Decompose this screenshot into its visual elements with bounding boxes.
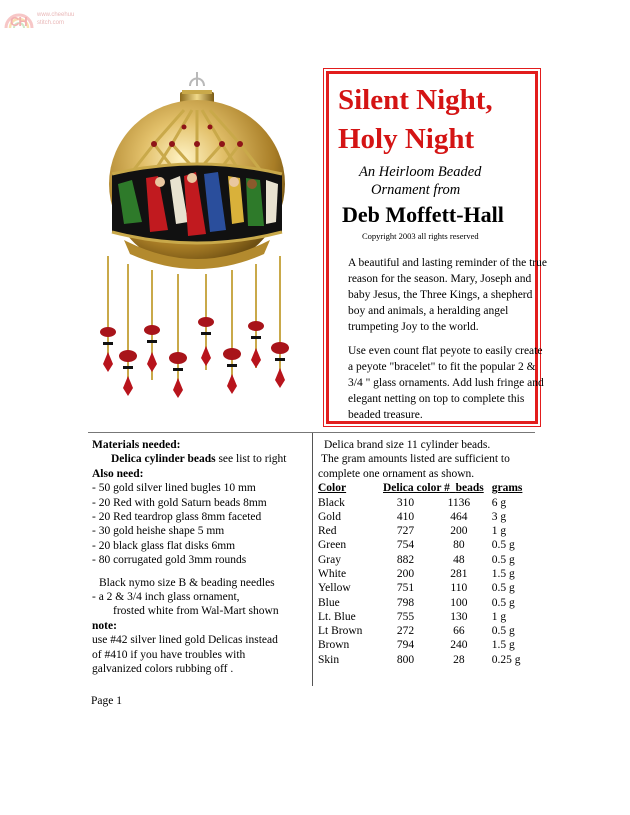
cell-num: 410	[396, 510, 415, 523]
delica-rest: see list to right	[215, 453, 287, 466]
cell-color: Green	[318, 539, 347, 552]
delica-table	[318, 481, 532, 667]
cell-num: 272	[396, 625, 415, 638]
cell-color: Lt. Blue	[318, 610, 356, 623]
cell-num: 882	[396, 553, 415, 566]
subtitle-line1: An Heirloom Beaded	[359, 164, 482, 180]
description-paragraph-2: Use even count flat peyote to easily create a peyote "bracelet" to fit the popular 2 & 3/4 " glass ornaments. Add lush fringe and elegant netting on top to complete this beaded treasure.	[348, 345, 544, 421]
table-row	[318, 510, 532, 524]
note-heading: note:	[92, 619, 117, 632]
table-row	[318, 538, 532, 552]
delica-bold: Delica cylinder beads	[111, 453, 216, 466]
cell-grams: 6 g	[491, 496, 507, 509]
table-row	[318, 567, 532, 581]
note-line3: galvanized colors rubbing off .	[92, 663, 234, 676]
cell-beads: 240	[450, 639, 468, 652]
cell-color: Blue	[318, 596, 340, 609]
table-row	[318, 524, 532, 538]
table-row	[318, 624, 532, 638]
cell-grams: 0.5 g	[491, 625, 515, 638]
ornament-line1: - a 2 & 3/4 inch glass ornament,	[92, 591, 240, 604]
cell-color: Skin	[318, 653, 340, 666]
cell-beads: 110	[450, 582, 468, 595]
cell-num: 754	[396, 539, 415, 552]
cell-num: 800	[396, 653, 415, 666]
cell-beads: 281	[450, 568, 468, 580]
cell-grams: 1.5 g	[491, 639, 515, 652]
cell-beads: 80	[453, 539, 465, 552]
cell-beads: 28	[453, 653, 465, 666]
cell-beads: 66	[453, 625, 465, 638]
cell-grams: 0.25 g	[491, 653, 521, 666]
cell-beads: 130	[450, 610, 468, 623]
cell-color: Gray	[318, 553, 341, 566]
cell-grams: 1.5 g	[491, 568, 515, 580]
cell-num: 798	[396, 596, 415, 609]
table-row	[318, 553, 532, 567]
delica-intro2: The gram amounts listed are sufficient to	[321, 453, 510, 466]
material-item: - 20 Red with gold Saturn beads 8mm	[92, 496, 267, 509]
subtitle-line2: Ornament from	[371, 182, 461, 198]
cell-grams: 1 g	[491, 525, 507, 538]
header-beads: beads	[455, 482, 484, 495]
note-line1: use #42 silver lined gold Delicas instead	[92, 634, 278, 647]
cell-color: Yellow	[318, 582, 351, 595]
cell-color: Red	[318, 525, 337, 538]
vertical-divider	[312, 433, 313, 686]
table-row	[318, 653, 532, 667]
material-item: - 30 gold heishe shape 5 mm	[92, 525, 225, 538]
header-num: Delica color #	[383, 482, 450, 495]
cell-num: 200	[396, 568, 415, 580]
cell-grams: 1 g	[491, 610, 507, 623]
cell-color: Brown	[318, 639, 350, 652]
cell-beads: 200	[450, 525, 468, 538]
nymo-line: Black nymo size B & beading needles	[99, 576, 275, 589]
cell-num: 310	[396, 496, 415, 509]
title-box	[326, 71, 547, 424]
cell-grams: 0.5 g	[491, 596, 515, 609]
note-line2: of #410 if you have troubles with	[92, 648, 246, 661]
cell-beads: 1136	[447, 496, 471, 509]
title-line1: Silent Night,	[338, 84, 493, 116]
cell-beads: 48	[453, 553, 465, 566]
copyright: Copyright 2003 all rights reserved	[362, 231, 479, 241]
page-number: Page 1	[91, 695, 122, 707]
logo-site-line1: www.cheehuu	[37, 12, 75, 18]
cell-num: 755	[396, 610, 415, 623]
delica-line	[92, 452, 310, 466]
cell-beads: 464	[450, 510, 468, 523]
cell-grams: 0.5 g	[491, 539, 515, 552]
title-line2: Holy Night	[338, 123, 475, 155]
delica-intro3: complete one ornament as shown.	[318, 467, 475, 480]
cell-num: 794	[396, 639, 415, 652]
logo-mark-text: CH	[10, 14, 27, 29]
table-row	[318, 596, 532, 610]
table-header-row	[318, 481, 532, 495]
cell-color: White	[318, 568, 347, 580]
material-item: - 50 gold silver lined bugles 10 mm	[92, 482, 256, 495]
cell-num: 727	[396, 525, 415, 538]
table-row	[318, 496, 532, 510]
cell-color: Gold	[318, 510, 341, 523]
table-row	[318, 581, 532, 595]
material-item: - 20 black glass flat disks 6mm	[92, 539, 236, 552]
material-item: - 80 corrugated gold 3mm rounds	[92, 554, 247, 567]
author-name: Deb Moffett-Hall	[342, 202, 504, 227]
cell-color: Lt Brown	[318, 625, 363, 638]
material-item: - 20 Red teardrop glass 8mm faceted	[92, 511, 262, 524]
description-paragraph-1: A beautiful and lasting reminder of the true reason for the season. Mary, Joseph and baby Jesus, the Three Kings, a shepherd boy and animals, a heralding angel trumpeting Joy to the world.	[348, 257, 547, 333]
materials-section	[92, 438, 310, 677]
table-row	[318, 638, 532, 652]
delica-intro1: Delica brand size 11 cylinder beads.	[324, 439, 491, 451]
cell-grams: 0.5 g	[491, 553, 515, 566]
site-logo	[4, 6, 114, 36]
logo-site-text	[37, 11, 74, 27]
cell-beads: 100	[450, 596, 468, 609]
header-num-beads	[377, 481, 484, 495]
materials-heading: Materials needed:	[92, 439, 181, 451]
table-row	[318, 610, 532, 624]
ornament-line2: frosted white from Wal-Mart shown	[113, 605, 279, 618]
also-need-heading: Also need:	[92, 467, 144, 480]
cell-grams: 0.5 g	[491, 582, 515, 595]
cell-num: 751	[396, 582, 415, 595]
delica-section	[318, 438, 533, 667]
cell-grams: 3 g	[491, 510, 507, 523]
ornament-photo	[84, 72, 310, 424]
header-grams: grams	[491, 482, 523, 495]
logo-site-line2: stitch.com	[37, 20, 65, 26]
header-color: Color	[318, 482, 347, 495]
cell-color: Black	[318, 496, 345, 509]
